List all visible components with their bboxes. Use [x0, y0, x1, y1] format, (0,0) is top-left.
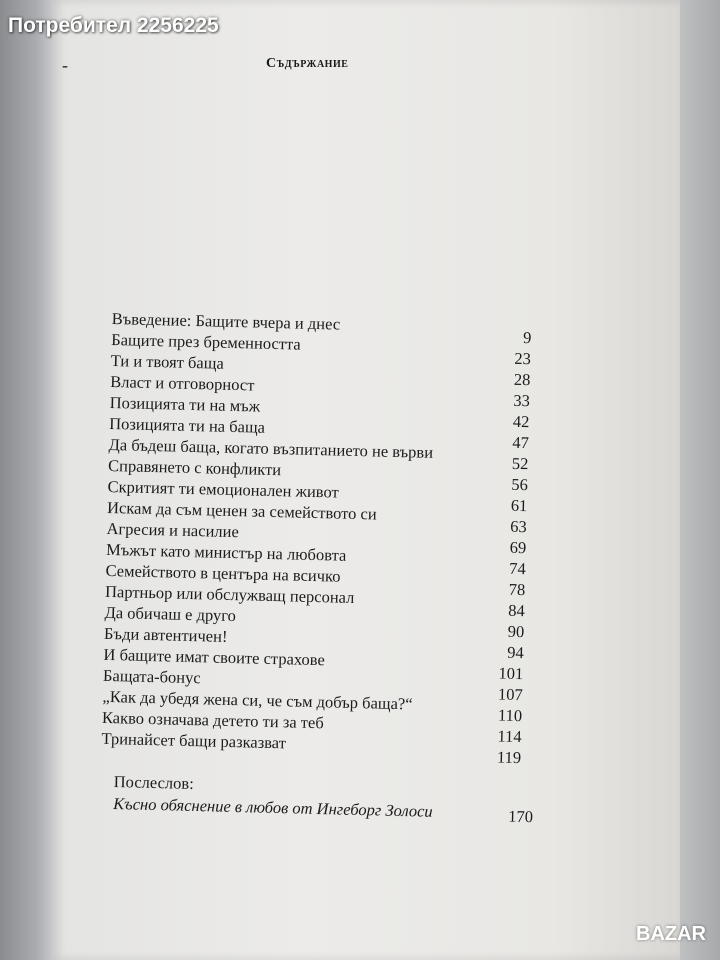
toc-entry-page: 56: [511, 474, 529, 495]
bazar-logo: BAZAR: [636, 923, 706, 945]
toc-entry-page: 28: [513, 369, 531, 390]
background-left: [0, 0, 60, 960]
toc-entry-title: Какво означава детето ти за теб: [101, 707, 324, 733]
toc-entry-page: 42: [512, 411, 530, 432]
toc-entry-title: „Как да убедя жена си, че съм добър баща?“: [102, 686, 413, 714]
toc-entry-page: 110: [497, 705, 523, 726]
toc-entry-page: 61: [510, 495, 528, 516]
table-of-contents: [101, 309, 532, 768]
toc-entry-page: 63: [510, 516, 528, 537]
afterword-label: Послеслов:: [113, 772, 195, 793]
afterword-page: 170: [508, 806, 534, 827]
toc-entry-title: Скритият ти емоционален живот: [107, 476, 339, 502]
toc-entry-title: И бащите имат своите страхове: [103, 644, 326, 670]
toc-entry-title: Позицията ти на баща: [108, 413, 266, 437]
toc-entry-title: Агресия и насилие: [106, 518, 240, 542]
toc-entry-title: Семейството в центъра на всичко: [105, 560, 341, 586]
toc-entry-page: 101: [498, 663, 524, 684]
toc-entry-page: 107: [497, 684, 523, 705]
toc-entry-title: Справянето с конфликти: [107, 455, 282, 480]
toc-entry-title: Мъжът като министър на любовта: [105, 539, 347, 565]
toc-entry-title: Да обичаш е друго: [104, 602, 237, 626]
toc-entry-title: Ти и твоят баща: [110, 350, 225, 373]
page-title: Съдържание: [266, 56, 349, 71]
toc-entry-page: 94: [506, 642, 524, 663]
toc-entry-title: Власт и отговорност: [109, 371, 255, 395]
user-watermark: Потребител 2256225: [8, 14, 219, 37]
toc-entry-title: Позицията ти на мъж: [109, 392, 261, 416]
toc-entry-title: Бъди автентичен!: [103, 623, 228, 646]
toc-entry-page: 119: [496, 747, 522, 768]
afterword-title: Късно обяснение в любов от Ингеборг Золоси: [112, 793, 433, 821]
toc-entry-page: 114: [497, 726, 522, 747]
toc-entry-title: Партньор или обслужващ персонал: [104, 581, 355, 608]
toc-entry-title: Да бъдеш баща, когато възпитанието не върви: [108, 434, 434, 462]
background-right: [680, 0, 720, 960]
toc-entry-title: Искам да съм ценен за семейството си: [106, 497, 377, 524]
toc-entry-title: Въведение: Бащите вчера и днес: [111, 309, 341, 334]
toc-entry-page: 23: [514, 348, 532, 369]
toc-entry-title: Тринайсет бащи разказват: [101, 728, 287, 753]
toc-entry-page: 33: [513, 390, 531, 411]
toc-entry-page: 90: [507, 621, 525, 642]
toc-entry-page: 78: [508, 579, 526, 600]
toc-entry-page: 9: [522, 328, 532, 348]
toc-entry-page: 74: [509, 558, 527, 579]
toc-entry-page: 84: [508, 600, 525, 621]
page-dash: -: [62, 55, 68, 75]
toc-entry-page: 47: [512, 432, 530, 453]
toc-entry-title: Бащата-бонус: [102, 665, 201, 688]
toc-entry-title: Бащите през бременността: [111, 329, 302, 354]
toc-entry-page: 52: [511, 453, 529, 474]
toc-entry-page: 69: [509, 537, 527, 558]
